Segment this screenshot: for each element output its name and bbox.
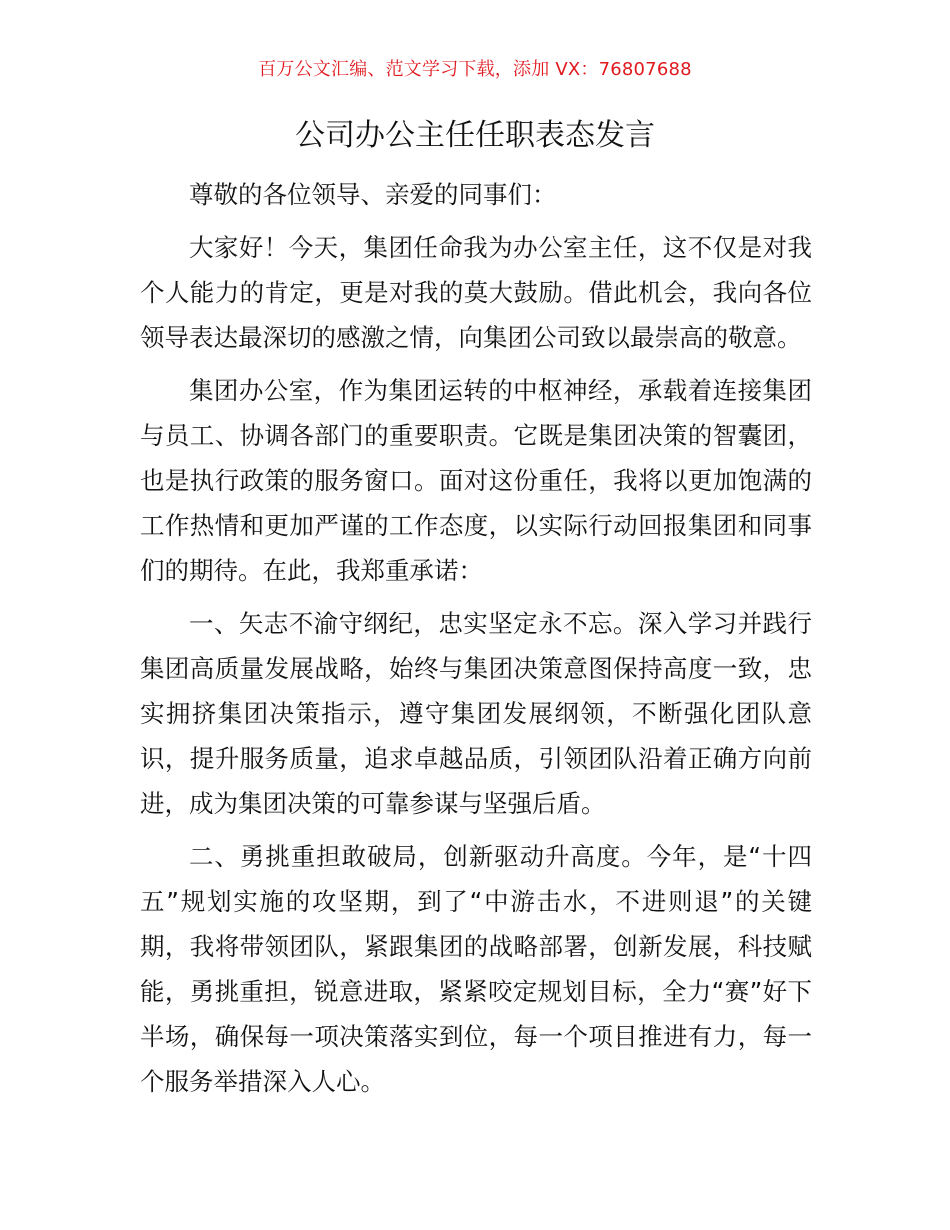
body-paragraph-1: 大家好！今天，集团任命我为办公室主任，这不仅是对我个人能力的肯定，更是对我的莫大鼓励。借此机会，我向各位领导表达最深切的感激之情，向集团公司致以最崇高的敬意。 — [140, 233, 812, 352]
document-title: 公司办公主任任职表态发言 — [295, 118, 655, 153]
body-paragraph-2: 集团办公室，作为集团运转的中枢神经，承载着连接集团与员工、协调各部门的重要职责。它既是集团决策的智囊团，也是执行政策的服务窗口。面对这份重任，我将以更加饱满的工作热情和更加严谨的工作态度，以实际行动回报集团和同事们的期待。在此，我郑重承诺： — [140, 376, 812, 585]
body-paragraph-4: 二、勇挑重担敢破局，创新驱动升高度。今年，是“十四五”规划实施的攻坚期，到了“中游击水，不进则退”的关键期，我将带领团队，紧跟集团的战略部署，创新发展，科技赋能，勇挑重担，锐意进取，紧紧咬定规划目标，全力“赛”好下半场，确保每一项决策落实到位，每一个项目推进有力，每一个服务举措深入人心。 — [140, 842, 812, 1096]
greeting-paragraph: 尊敬的各位领导、亲爱的同事们： — [189, 180, 557, 209]
header-watermark-note: 百万公文汇编、范文学习下载，添加 VX：76807688 — [258, 59, 692, 80]
document-body — [140, 172, 812, 1112]
body-paragraph-3: 一、矢志不渝守纲纪，忠实坚定永不忘。深入学习并践行集团高质量发展战略，始终与集团决策意图保持高度一致，忠实拥挤集团决策指示，遵守集团发展纲领，不断强化团队意识，提升服务质量，追求卓越品质，引领团队沿着正确方向前进，成为集团决策的可靠参谋与坚强后盾。 — [140, 609, 812, 818]
